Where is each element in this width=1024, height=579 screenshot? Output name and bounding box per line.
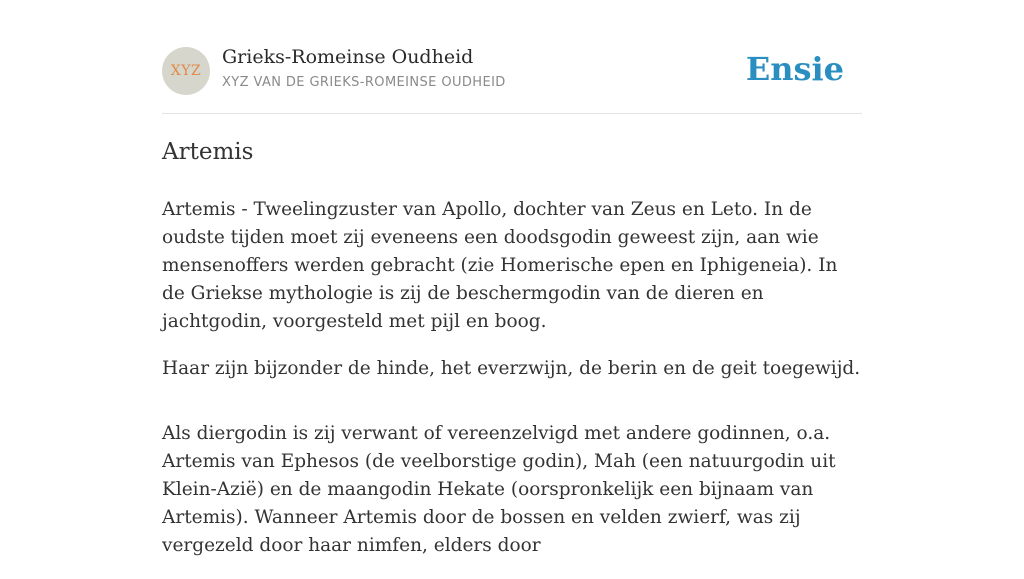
ensie-logo-link[interactable]: Ensie [745, 50, 844, 88]
article-title: Artemis [162, 139, 254, 165]
avatar-text: XYZ [170, 63, 202, 79]
article-paragraph-3: Als diergodin is zij verwant of vereenzelvigd met andere godinnen, o.a. Artemis van Ephesos (de veelborstige godin), Mah (een natuurgodin uit Klein-Azië) en de maangodin Hekate (oorspronkelijk een bijnaam van Artemis). Wanneer Artemis door de bossen en velden zwierf, was zij vergezeld door haar nimfen, elders door [162, 423, 836, 556]
source-title[interactable]: Grieks-Romeinse Oudheid [222, 46, 474, 68]
source-subtitle[interactable]: XYZ VAN DE GRIEKS-ROMEINSE OUDHEID [222, 75, 506, 90]
article [162, 136, 862, 579]
source-avatar[interactable] [162, 47, 210, 95]
article-paragraph-1: Artemis - Tweelingzuster van Apollo, dochter van Zeus en Leto. In de oudste tijden moet zij eveneens een doodsgodin geweest zijn, aan wie mensenoffers werden gebracht (zie Homerische epen en Iphigeneia). In de Griekse mythologie is zij de beschermgodin van de dieren en jachtgodin, voorgesteld met pijl en boog. [162, 199, 838, 332]
header-divider [162, 113, 862, 114]
source-header [162, 46, 862, 96]
article-paragraph-2: Haar zijn bijzonder de hinde, het everzwijn, de berin en de geit toegewijd. [162, 358, 861, 379]
